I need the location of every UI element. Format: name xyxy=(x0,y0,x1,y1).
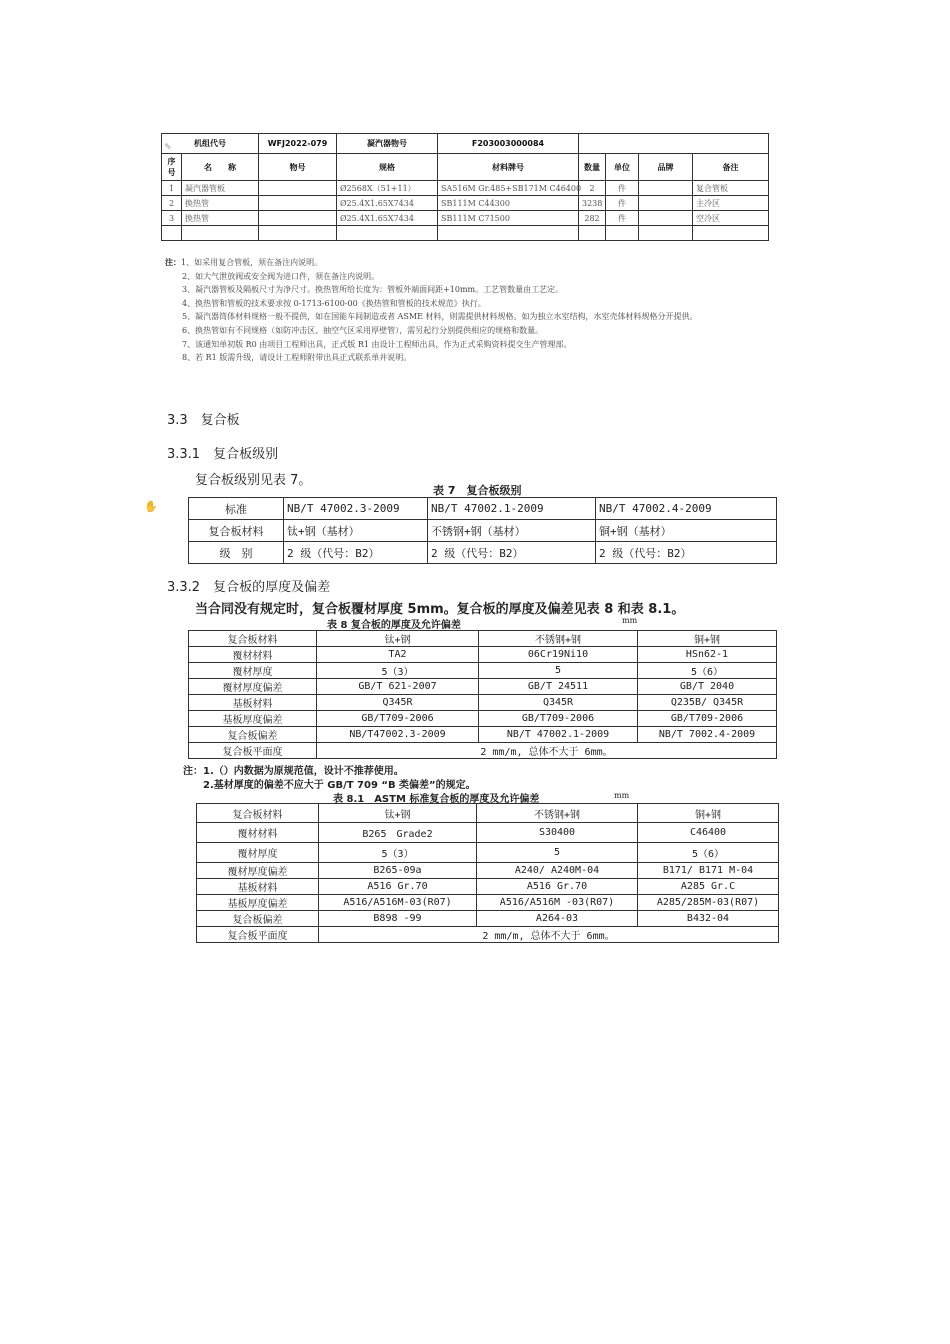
table-cell: 不锈钢+钢（基材） xyxy=(428,520,596,542)
table-cell xyxy=(259,226,337,241)
column-header: 材料牌号 xyxy=(438,154,579,181)
table-cell xyxy=(579,134,769,154)
table-header-row xyxy=(162,154,769,181)
table-cell: 2 级（代号：B2） xyxy=(284,542,428,564)
table-cell: 覆材厚度偏差 xyxy=(197,863,319,879)
table-cell: NB/T47002.3-2009 xyxy=(317,727,479,743)
table-cell: NB/T 47002.4-2009 xyxy=(596,498,777,520)
table-cell: 复合板材料 xyxy=(189,520,284,542)
table-row xyxy=(189,711,777,727)
table-cell: 凝汽器管板 xyxy=(182,181,259,196)
table-cell: 件 xyxy=(606,181,639,196)
table-cell xyxy=(579,226,606,241)
note-text: 1、如采用复合管板，须在备注内说明。 xyxy=(181,258,323,267)
table-cell xyxy=(259,181,337,196)
table-cell: 件 xyxy=(606,211,639,226)
table-cell: NB/T 47002.1-2009 xyxy=(479,727,638,743)
condenser-material-table xyxy=(161,133,769,241)
table-cell: 2 mm/m, 总体不大于 6mm。 xyxy=(319,927,779,943)
table-cell: 钛+钢 xyxy=(319,804,477,823)
table-cell: 5（3） xyxy=(319,843,477,863)
column-header: 数量 xyxy=(579,154,606,181)
note-text: 8、若 R1 版需升级，请设计工程师附带出具正式联系单并说明。 xyxy=(182,353,412,363)
table-cell xyxy=(693,226,769,241)
table-cell: 级 别 xyxy=(189,542,284,564)
note-item xyxy=(165,338,697,352)
note-item xyxy=(165,283,697,297)
table-cell: A264-03 xyxy=(477,911,638,927)
table8-thickness-tolerance xyxy=(188,630,777,759)
note-text: 2、如大气泄放阀或安全阀为进口件，须在备注内说明。 xyxy=(182,271,380,281)
table-cell: 3238 xyxy=(579,196,606,211)
table-cell: 主冷区 xyxy=(693,196,769,211)
table-cell: 基板厚度偏差 xyxy=(189,711,317,727)
notes-label: 注： xyxy=(165,257,181,267)
note-item xyxy=(165,270,697,284)
hand-icon: ✋ xyxy=(144,500,158,513)
column-header: 品牌 xyxy=(639,154,693,181)
table-cell: GB/T 24511 xyxy=(479,679,638,695)
table-cell: 2 mm/m, 总体不大于 6mm。 xyxy=(317,743,777,759)
table-cell: GB/T709-2006 xyxy=(479,711,638,727)
table-row xyxy=(197,823,779,843)
table-cell: 复合板偏差 xyxy=(189,727,317,743)
table-cell: 覆材材料 xyxy=(197,823,319,843)
table-cell xyxy=(639,211,693,226)
table-cell: C46400 xyxy=(638,823,779,843)
table-cell: 2 级（代号：B2） xyxy=(428,542,596,564)
table-row xyxy=(197,895,779,911)
table8-note-1: 注：1.（）内数据为原规范值，设计不推荐使用。 xyxy=(183,766,404,777)
table-cell: 覆材材料 xyxy=(189,647,317,663)
table8-note-2: 2.基材厚度的偏差不应大于 GB/T 709 “B 类偏差”的规定。 xyxy=(203,780,476,791)
table-cell: 换热管 xyxy=(182,211,259,226)
table-row xyxy=(162,196,769,211)
table-cell: 复合板材料 xyxy=(197,804,319,823)
column-header: 序号 xyxy=(162,154,182,181)
table-cell: B898 -99 xyxy=(319,911,477,927)
table-cell: 基板材料 xyxy=(189,695,317,711)
table-cell xyxy=(606,226,639,241)
table-cell: 基板厚度偏差 xyxy=(197,895,319,911)
section-3-3-heading: 3.3 复合板 xyxy=(167,413,240,428)
section-3-3-1-paragraph: 复合板级别见表 7。 xyxy=(195,473,312,488)
table-cell: Ø25.4X1.65X7434 xyxy=(337,196,438,211)
table-row xyxy=(189,695,777,711)
table-cell: 复合板平面度 xyxy=(189,743,317,759)
table-cell xyxy=(162,226,182,241)
table-cell: 件 xyxy=(606,196,639,211)
table-cell xyxy=(182,226,259,241)
table-cell: 5（6） xyxy=(638,663,777,679)
table-row xyxy=(197,863,779,879)
table-cell: 3 xyxy=(162,211,182,226)
column-header: 名 称 xyxy=(182,154,259,181)
table-cell: A516 Gr.70 xyxy=(319,879,477,895)
table-cell xyxy=(438,226,579,241)
table-cell: 不锈钢+钢 xyxy=(479,631,638,647)
table-row xyxy=(189,663,777,679)
table-cell: 2 xyxy=(579,181,606,196)
table-row xyxy=(189,647,777,663)
table-cell xyxy=(639,226,693,241)
table-row xyxy=(189,542,777,564)
table-cell: B171/ B171 M-04 xyxy=(638,863,779,879)
table-cell: B432-04 xyxy=(638,911,779,927)
table-cell xyxy=(337,226,438,241)
table-cell: 钛+钢 xyxy=(317,631,479,647)
table-cell: A240/ A240M-04 xyxy=(477,863,638,879)
column-header: 物号 xyxy=(259,154,337,181)
section-3-3-1-heading: 3.3.1 复合板级别 xyxy=(167,447,279,462)
table-cell: SB111M C71500 xyxy=(438,211,579,226)
table-cell: 5（6） xyxy=(638,843,779,863)
table-cell: GB/T709-2006 xyxy=(638,711,777,727)
table-cell: NB/T 7002.4-2009 xyxy=(638,727,777,743)
table-row xyxy=(189,520,777,542)
note-text: 6、换热管如有不同规格（如防冲击区、抽空气区采用厚壁管），需另起行分别提供相应的规格和数量。 xyxy=(182,325,544,335)
table81-caption: 表 8.1 ASTM 标准复合板的厚度及允许偏差 xyxy=(333,794,540,805)
table-cell: HSn62-1 xyxy=(638,647,777,663)
table-cell: B265 Grade2 xyxy=(319,823,477,843)
table-cell xyxy=(259,196,337,211)
table-cell: 5 xyxy=(477,843,638,863)
table-cell: B265-09a xyxy=(319,863,477,879)
table-cell: 2 xyxy=(162,196,182,211)
table-cell: GB/T 621-2007 xyxy=(317,679,479,695)
table8-caption: 表 8 复合板的厚度及允许偏差 xyxy=(327,620,461,631)
table-cell: F203003000084 xyxy=(438,134,579,154)
table-cell: Q345R xyxy=(317,695,479,711)
note-item xyxy=(165,310,697,324)
table-cell: 覆材厚度 xyxy=(189,663,317,679)
table-cell: A285/285M-03(R07) xyxy=(638,895,779,911)
table-row xyxy=(162,134,769,154)
table7-caption: 表 7 复合板级别 xyxy=(433,484,522,497)
table-cell: 铜+钢 xyxy=(638,631,777,647)
table-cell: 不锈钢+钢 xyxy=(477,804,638,823)
table-cell: Q235B/ Q345R xyxy=(638,695,777,711)
table-cell: 标准 xyxy=(189,498,284,520)
table-row xyxy=(189,498,777,520)
note-item xyxy=(165,351,697,365)
column-header: 备注 xyxy=(693,154,769,181)
table-cell: 5（3） xyxy=(317,663,479,679)
note-text: 4、换热管和管板的技术要求按 0-1713-6100-00《换热管和管板的技术规范》执行。 xyxy=(182,298,486,308)
table-cell: A516 Gr.70 xyxy=(477,879,638,895)
table-row xyxy=(162,181,769,196)
table-cell: 2 级（代号：B2） xyxy=(596,542,777,564)
note-text: 5、凝汽器筒体材料规格一般不提供，如在国能车间制造或者 ASME 材料，则需提供材料规格。如为独立水室结构，水室壳体材料规格分开提供。 xyxy=(182,312,698,322)
table-cell: 空冷区 xyxy=(693,211,769,226)
table-cell: NB/T 47002.1-2009 xyxy=(428,498,596,520)
table-row xyxy=(189,679,777,695)
table-cell: 基板材料 xyxy=(197,879,319,895)
table-cell: 复合管板 xyxy=(693,181,769,196)
table-row xyxy=(197,879,779,895)
table-cell: 钛+钢（基材） xyxy=(284,520,428,542)
note-item xyxy=(165,324,697,338)
table81-astm-thickness-tolerance xyxy=(196,803,779,943)
table-cell: WFJ2022-079 xyxy=(259,134,337,154)
table8-unit: mm xyxy=(622,616,638,625)
table-cell: 换热管 xyxy=(182,196,259,211)
table-cell: 282 xyxy=(579,211,606,226)
table-row xyxy=(197,804,779,823)
table-cell: Q345R xyxy=(479,695,638,711)
note-text: 3、凝汽器管板及隔板尺寸为净尺寸。换热管所给长度为：管板外端面间距+10mm。工艺管数量由工艺定。 xyxy=(182,285,564,295)
table-cell: A516/A516M-03(R07) xyxy=(319,895,477,911)
table-cell: SA516M Gr.485+SB171M C46400 xyxy=(438,181,579,196)
table-cell: 06Cr19Ni10 xyxy=(479,647,638,663)
table-cell: 覆材厚度 xyxy=(197,843,319,863)
table-cell: 铜+钢（基材） xyxy=(596,520,777,542)
section-3-3-2-paragraph: 当合同没有规定时，复合板覆材厚度 5mm。复合板的厚度及偏差见表 8 和表 8.1。 xyxy=(195,602,685,617)
table-row xyxy=(197,843,779,863)
table-cell: 复合板偏差 xyxy=(197,911,319,927)
table-cell: 凝汽器物号 xyxy=(337,134,438,154)
table-cell: NB/T 47002.3-2009 xyxy=(284,498,428,520)
notes xyxy=(165,256,697,365)
table7-clad-plate-grade xyxy=(188,497,777,564)
table-cell: S30400 xyxy=(477,823,638,843)
cursor-icon: ⇖ xyxy=(164,142,172,152)
note-text: 7、该通知单初版 R0 由项目工程师出具，正式版 R1 由设计工程师出具，作为正式采购资料提交生产管理部。 xyxy=(182,339,572,349)
note-item xyxy=(165,256,697,270)
table-cell xyxy=(259,211,337,226)
table-cell: A516/A516M -03(R07) xyxy=(477,895,638,911)
table-cell: A285 Gr.C xyxy=(638,879,779,895)
column-header: 单位 xyxy=(606,154,639,181)
table-cell: SB111M C44300 xyxy=(438,196,579,211)
table-cell: 1 xyxy=(162,181,182,196)
table-cell: 复合板材料 xyxy=(189,631,317,647)
table-row xyxy=(189,727,777,743)
table-cell: 覆材厚度偏差 xyxy=(189,679,317,695)
table-cell: GB/T709-2006 xyxy=(317,711,479,727)
table-cell xyxy=(639,196,693,211)
table-cell: Ø2568X（51+11） xyxy=(337,181,438,196)
table-cell xyxy=(639,181,693,196)
table-row xyxy=(189,631,777,647)
table-cell: 复合板平面度 xyxy=(197,927,319,943)
table-cell: Ø25.4X1.65X7434 xyxy=(337,211,438,226)
table-row xyxy=(197,927,779,943)
table-cell: TA2 xyxy=(317,647,479,663)
table81-unit: mm xyxy=(614,791,630,800)
table-row xyxy=(162,211,769,226)
table-cell: 5 xyxy=(479,663,638,679)
table-row xyxy=(189,743,777,759)
column-header: 规格 xyxy=(337,154,438,181)
table-cell: 机组代号 xyxy=(162,134,259,154)
table-row xyxy=(162,226,769,241)
note-item xyxy=(165,297,697,311)
table-cell: GB/T 2040 xyxy=(638,679,777,695)
table-row xyxy=(197,911,779,927)
table-cell: 铜+钢 xyxy=(638,804,779,823)
section-3-3-2-heading: 3.3.2 复合板的厚度及偏差 xyxy=(167,580,331,595)
